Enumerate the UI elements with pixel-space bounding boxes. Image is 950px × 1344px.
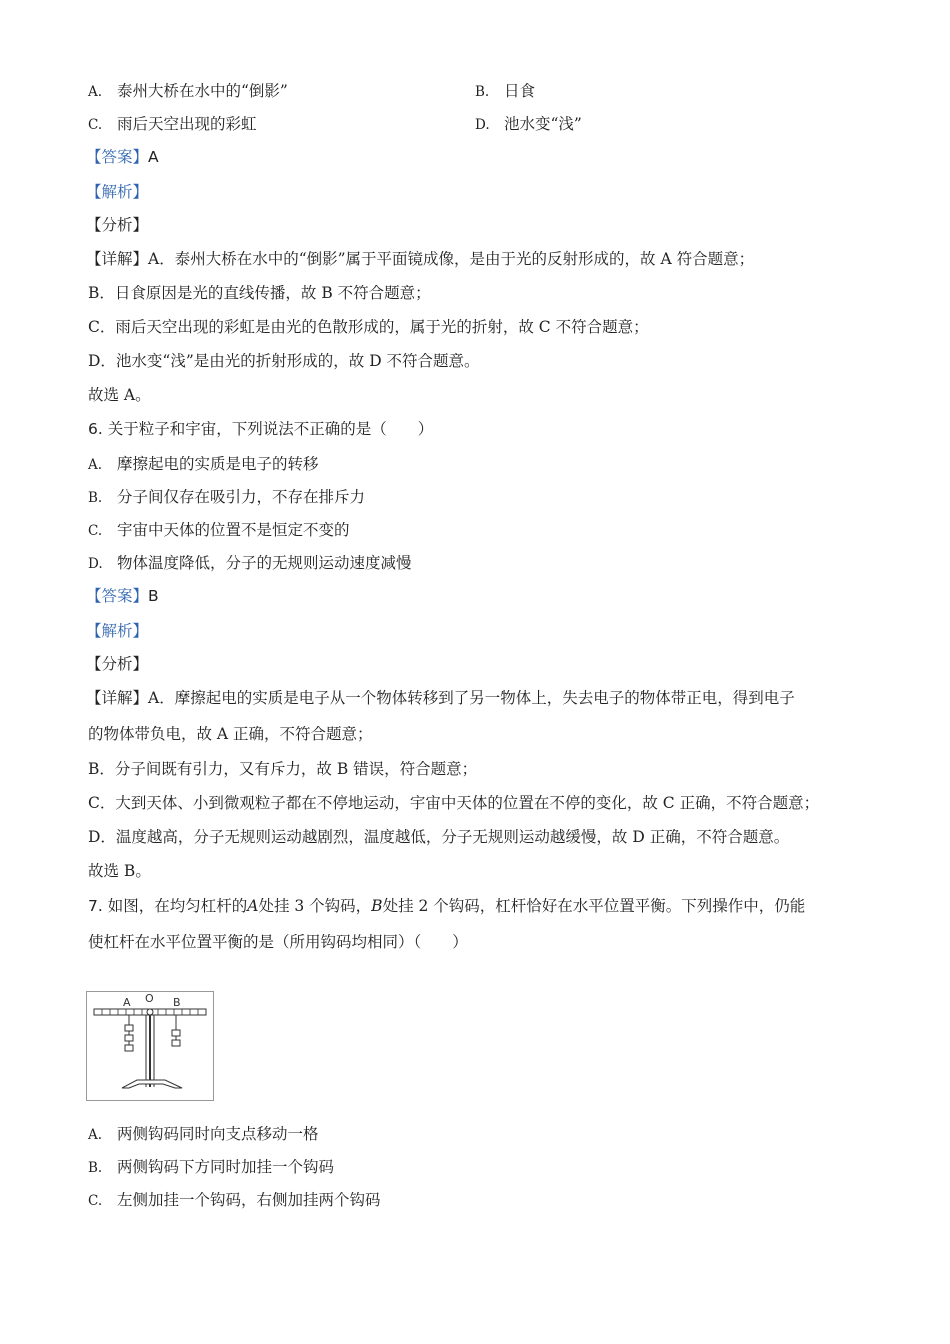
q5-detail-2: B．日食原因是光的直线传播，故 B 不符合题意； — [88, 284, 431, 302]
weight — [125, 1035, 133, 1041]
label-a: A — [123, 996, 131, 1009]
weight — [172, 1040, 180, 1046]
q5-option-d — [475, 113, 582, 136]
q6-analysis-tag: 【解析】 — [86, 622, 149, 640]
q5-option-a — [88, 80, 288, 103]
pivot-point — [147, 1009, 153, 1015]
q6-detail-1b: 的物体带负电，故 A 正确，不符合题意； — [88, 725, 373, 743]
question-stem: 关于粒子和宇宙，下列说法不正确的是（ ） — [107, 420, 434, 438]
question-stem-part: 处挂 3 个钩码， — [258, 897, 372, 915]
q6-detail-1a — [86, 687, 795, 709]
weight — [125, 1045, 133, 1051]
answer-tag: 【答案】 — [86, 148, 149, 166]
question-stem-part: 如图，在均匀杠杆的 — [107, 897, 248, 915]
q6-option-a — [88, 453, 318, 476]
q7-option-a — [88, 1123, 318, 1146]
q5-option-c — [88, 113, 256, 136]
q6-detail-4: D．温度越高，分子无规则运动越剧烈，温度越低，分子无规则运动越缓慢，故 D 正确，不符合题意。 — [88, 828, 790, 846]
variable-a: A — [247, 897, 259, 915]
label-o: O — [145, 992, 154, 1005]
option-text: 宇宙中天体的位置不是恒定不变的 — [116, 521, 350, 539]
option-label: D. — [88, 556, 103, 572]
option-text: 日食 — [503, 82, 535, 100]
q5-conclusion: 故选 A。 — [88, 386, 151, 404]
option-text: 左侧加挂一个钩码，右侧加挂两个钩码 — [116, 1191, 381, 1209]
option-label: B. — [88, 490, 103, 506]
answer-letter: B — [148, 587, 159, 605]
q6-fenxi-tag: 【分析】 — [86, 655, 149, 673]
option-label: D. — [475, 117, 490, 133]
q6-option-d — [88, 552, 411, 575]
option-label: C. — [88, 1193, 103, 1209]
q6-option-c — [88, 519, 349, 542]
detail-tag: 【详解】 — [86, 250, 149, 268]
weight — [172, 1030, 180, 1036]
stand-base — [122, 1080, 182, 1088]
option-label: A. — [88, 84, 103, 100]
label-b: B — [173, 996, 181, 1009]
option-label: B. — [475, 84, 490, 100]
q5-fenxi-tag: 【分析】 — [86, 216, 149, 234]
q6-conclusion: 故选 B。 — [88, 862, 151, 880]
question-stem-part: 处挂 2 个钩码，杠杆恰好在水平位置平衡。下列操作中，仍能 — [382, 897, 806, 915]
detail-text: A．摩擦起电的实质是电子从一个物体转移到了另一物体上，失去电子的物体带正电，得到电子 — [148, 689, 795, 707]
option-text: 物体温度降低，分子的无规则运动速度减慢 — [116, 554, 412, 572]
q7-stem-line2: 使杠杆在水平位置平衡的是（所用钩码均相同）（ ） — [88, 933, 468, 951]
option-label: C. — [88, 523, 103, 539]
answer-tag: 【答案】 — [86, 587, 149, 605]
q5-option-b — [475, 80, 535, 103]
option-label: B. — [88, 1160, 103, 1176]
option-text: 分子间仅存在吸引力，不存在排斥力 — [116, 488, 365, 506]
detail-text: A．泰州大桥在水中的“倒影”属于平面镜成像，是由于光的反射形成的，故 A 符合题意； — [148, 250, 755, 268]
option-text: 两侧钩码同时向支点移动一格 — [116, 1125, 319, 1143]
detail-tag: 【详解】 — [86, 689, 149, 707]
q7-option-c — [88, 1189, 380, 1212]
q5-analysis-tag: 【解析】 — [86, 183, 149, 201]
q7-option-b — [88, 1156, 334, 1179]
option-label: A. — [88, 1127, 103, 1143]
q6-answer — [86, 585, 159, 607]
variable-b: B — [371, 897, 383, 915]
lever-figure — [86, 991, 214, 1101]
option-text: 泰州大桥在水中的“倒影” — [116, 82, 288, 100]
q5-detail-3: C．雨后天空出现的彩虹是由光的色散形成的，属于光的折射，故 C 不符合题意； — [88, 318, 649, 336]
option-text: 雨后天空出现的彩虹 — [116, 115, 257, 133]
option-text: 池水变“浅” — [503, 115, 582, 133]
question-number: 6. — [88, 420, 103, 438]
q5-detail-1 — [86, 248, 754, 270]
q7-stem-line1 — [88, 895, 805, 917]
lever-diagram — [87, 992, 213, 1100]
q6-option-b — [88, 486, 365, 509]
q6-detail-2: B．分子间既有引力，又有斥力，故 B 错误，符合题意； — [88, 760, 478, 778]
option-label: A. — [88, 457, 103, 473]
q6-stem — [88, 418, 433, 440]
option-text: 两侧钩码下方同时加挂一个钩码 — [116, 1158, 334, 1176]
option-text: 摩擦起电的实质是电子的转移 — [116, 455, 319, 473]
weight — [125, 1025, 133, 1031]
q5-detail-4: D．池水变“浅”是由光的折射形成的，故 D 不符合题意。 — [88, 352, 480, 370]
option-label: C. — [88, 117, 103, 133]
question-number: 7. — [88, 897, 103, 915]
q6-detail-3: C．大到天体、小到微观粒子都在不停地运动，宇宙中天体的位置在不停的变化，故 C 正确，不符合题意； — [88, 794, 820, 812]
q5-answer — [86, 146, 159, 168]
answer-letter: A — [148, 148, 159, 166]
